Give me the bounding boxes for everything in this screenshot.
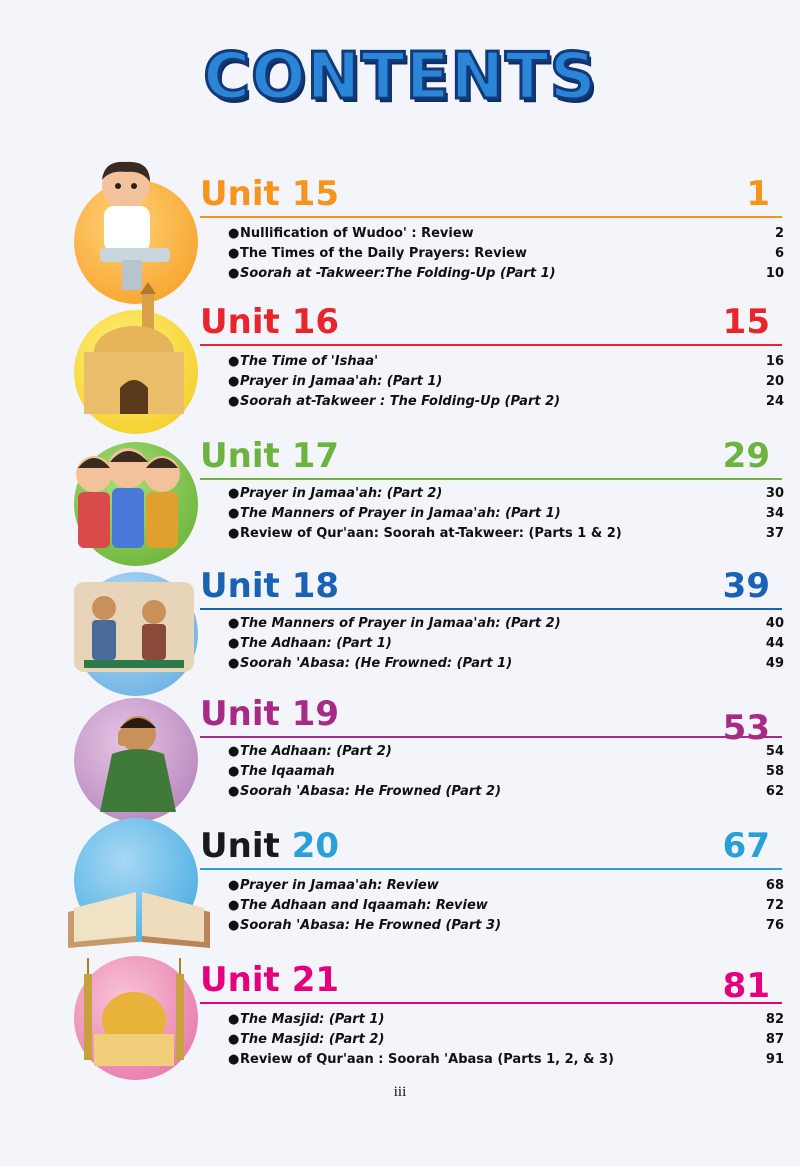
unit-21-page: 81 (722, 966, 770, 1006)
unit-17-rule (200, 478, 782, 480)
masjid-domes-illustration (64, 954, 204, 1074)
unit-19-page: 53 (722, 708, 770, 748)
boy-washing-illustration (64, 152, 204, 302)
toc-entry[interactable]: ●The Manners of Prayer in Jamaa'ah: (Part 2) 40 (228, 616, 784, 631)
open-quran-illustration (64, 862, 214, 952)
toc-entry[interactable]: ●The Masjid: (Part 2) 87 (228, 1032, 784, 1047)
toc-entry[interactable]: ●The Masjid: (Part 1) 82 (228, 1012, 784, 1027)
unit-15-heading (200, 174, 339, 214)
unit-number: 17 (291, 436, 340, 476)
toc-entry[interactable]: ●The Iqaamah 58 (228, 764, 784, 779)
unit-21-rule (200, 1002, 782, 1004)
unit-20-heading (200, 826, 339, 866)
toc-entry[interactable]: ●Prayer in Jamaa'ah: (Part 2) 30 (228, 486, 784, 501)
unit-label: Unit (200, 174, 280, 214)
unit-number: 16 (291, 302, 340, 342)
unit-label: Unit (200, 302, 280, 342)
toc-entry[interactable]: ●Soorah 'Abasa: (He Frowned: (Part 1) 49 (228, 656, 784, 671)
unit-16-rule (200, 344, 782, 346)
toc-entry[interactable]: ●Review of Qur'aan: Soorah at-Takweer: (Parts 1 & 2) 37 (228, 526, 784, 541)
unit-number: 21 (291, 960, 340, 1000)
unit-16-heading (200, 302, 339, 342)
toc-entry[interactable]: ●Soorah at -Takweer:The Folding-Up (Part 1) 10 (228, 266, 784, 281)
toc-entry[interactable]: ●Soorah 'Abasa: He Frowned (Part 3) 76 (228, 918, 784, 933)
page-title: CONTENTS (203, 40, 597, 114)
unit-20-rule (200, 868, 782, 870)
unit-15-items (228, 226, 784, 286)
man-calling-adhaan-illustration (64, 700, 204, 820)
toc-entry[interactable]: ●Soorah 'Abasa: He Frowned (Part 2) 62 (228, 784, 784, 799)
unit-15-page: 1 (746, 174, 770, 214)
unit-19-heading (200, 694, 339, 734)
unit-21-items (228, 1012, 784, 1072)
toc-entry[interactable]: ●The Time of 'Ishaa' 16 (228, 354, 784, 369)
unit-number: 15 (291, 174, 340, 214)
unit-21-heading (200, 960, 339, 1000)
toc-entry[interactable]: ●Nullification of Wudoo' : Review 2 (228, 226, 784, 241)
toc-entry[interactable]: ●The Manners of Prayer in Jamaa'ah: (Part 1) 34 (228, 506, 784, 521)
unit-17-items (228, 486, 784, 546)
unit-number: 19 (291, 694, 340, 734)
children-praying-illustration (64, 434, 204, 564)
unit-20-items (228, 878, 784, 938)
page-number: iii (393, 1084, 407, 1100)
unit-16-page: 15 (722, 302, 770, 342)
toc-entry[interactable]: ●The Adhaan: (Part 1) 44 (228, 636, 784, 651)
unit-19-items (228, 744, 784, 804)
unit-15-rule (200, 216, 782, 218)
unit-17-heading (200, 436, 339, 476)
unit-20-page: 67 (722, 826, 770, 866)
unit-18-items (228, 616, 784, 676)
unit-number: 18 (291, 566, 340, 606)
unit-label: Unit (200, 960, 280, 1000)
toc-entry[interactable]: ●Soorah at-Takweer : The Folding-Up (Part 2) 24 (228, 394, 784, 409)
unit-number: 20 (291, 826, 340, 866)
unit-18-rule (200, 608, 782, 610)
unit-18-page: 39 (722, 566, 770, 606)
unit-17-page: 29 (722, 436, 770, 476)
toc-entry[interactable]: ●The Times of the Daily Prayers: Review 6 (228, 246, 784, 261)
toc-entry[interactable]: ●Prayer in Jamaa'ah: (Part 1) 20 (228, 374, 784, 389)
men-praying-illustration (64, 568, 204, 688)
unit-label: Unit (200, 566, 280, 606)
toc-entry[interactable]: ●Prayer in Jamaa'ah: Review 68 (228, 878, 784, 893)
unit-label: Unit (200, 826, 280, 866)
unit-19-rule (200, 736, 782, 738)
unit-16-items (228, 354, 784, 414)
unit-label: Unit (200, 436, 280, 476)
toc-entry[interactable]: ●The Adhaan and Iqaamah: Review 72 (228, 898, 784, 913)
toc-entry[interactable]: ●Review of Qur'aan : Soorah 'Abasa (Parts 1, 2, & 3) 91 (228, 1052, 784, 1067)
mosque-illustration (64, 282, 204, 422)
toc-entry[interactable]: ●The Adhaan: (Part 2) 54 (228, 744, 784, 759)
unit-18-heading (200, 566, 339, 606)
unit-label: Unit (200, 694, 280, 734)
